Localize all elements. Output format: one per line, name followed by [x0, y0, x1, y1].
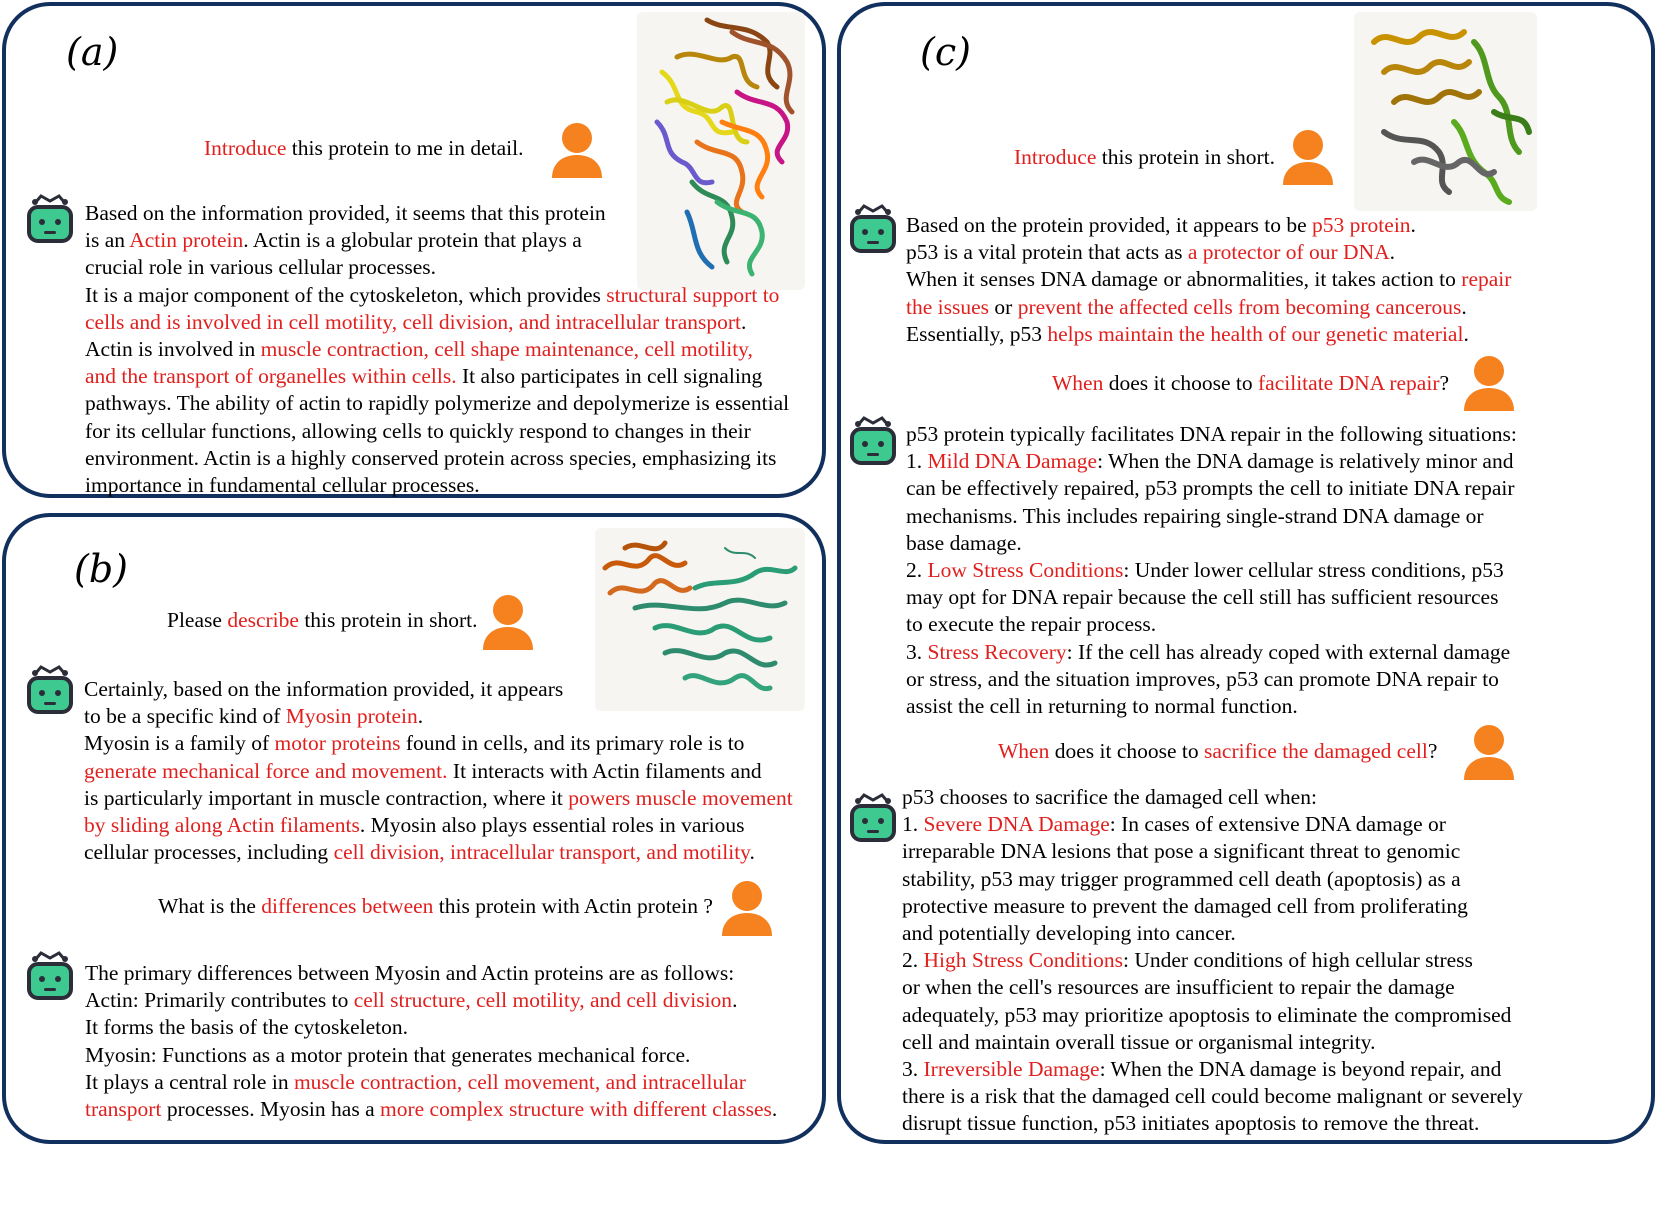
text-line — [906, 239, 1511, 266]
text-segment: or — [989, 294, 1018, 319]
text-segment: stability, p53 may trigger programmed cell death (apoptosis) as a — [902, 866, 1461, 891]
text-segment: Actin is involved in — [85, 337, 261, 362]
text-line — [906, 639, 1517, 666]
highlight-text: the issues — [906, 294, 990, 319]
text-segment: and potentially developing into cancer. — [902, 921, 1236, 946]
highlight-text: muscle contraction, cell movement, and intracellular — [293, 1069, 746, 1094]
text-segment: 2. — [902, 948, 924, 973]
highlight-text: sacrifice the damaged cell — [1204, 739, 1428, 763]
text-segment: : If the cell has already coped with external damage — [1066, 639, 1511, 664]
text-segment: 3. — [906, 639, 928, 664]
highlight-text: powers muscle movement — [568, 785, 793, 810]
panel-b-answer-2 — [85, 960, 777, 1123]
text-segment: there is a risk that the damaged cell could become malignant or severely — [902, 1084, 1523, 1109]
robot-icon — [848, 203, 898, 255]
text-line — [85, 309, 789, 336]
text-segment: 1. — [902, 812, 924, 837]
text-line — [906, 693, 1517, 720]
text-line — [85, 1069, 777, 1096]
highlight-text: describe — [227, 608, 299, 632]
text-segment: It plays a central role in — [85, 1069, 294, 1094]
highlight-text: more complex structure with different classes — [380, 1097, 772, 1122]
panel-b-label: (b) — [74, 547, 128, 591]
text-segment: this protein in short. — [1096, 145, 1275, 169]
text-segment: Based on the protein provided, it appears to be — [906, 213, 1313, 237]
panel-c-answer-2 — [906, 421, 1517, 720]
robot-icon — [848, 792, 898, 844]
user-icon — [1462, 724, 1516, 782]
text-line — [85, 1042, 777, 1069]
panel-a-label: (a) — [66, 30, 119, 74]
text-line — [902, 1083, 1523, 1110]
text-line — [85, 1096, 777, 1123]
text-segment: this protein with Actin protein ? — [433, 894, 713, 918]
protein-structure-image-c — [1354, 12, 1537, 211]
user-icon — [481, 594, 535, 652]
highlight-text: differences between — [261, 894, 434, 918]
highlight-text: helps maintain the health of our genetic material — [1047, 321, 1464, 346]
text-segment: to be a specific kind of — [84, 704, 286, 729]
highlight-text: muscle contraction, cell shape maintenance, cell motility, — [260, 337, 753, 362]
text-segment: It forms the basis of the cytoskeleton. — [85, 1015, 409, 1040]
text-line — [902, 974, 1523, 1001]
highlight-text: High Stress Conditions — [923, 948, 1123, 973]
text-segment: 3. — [902, 1057, 924, 1082]
text-line — [902, 784, 1523, 811]
panel-c-question-3 — [998, 738, 1437, 765]
text-segment: irreparable DNA lesions that pose a significant threat to genomic — [902, 839, 1461, 864]
text-segment: or stress, and the situation improves, p53 can promote DNA repair to — [906, 666, 1499, 691]
text-line — [906, 448, 1517, 475]
text-line — [906, 266, 1511, 293]
robot-icon — [25, 664, 75, 716]
robot-icon — [848, 415, 898, 467]
highlight-text: motor proteins — [274, 731, 401, 756]
highlight-text: and the transport of organelles within cells. — [85, 364, 457, 389]
text-line — [906, 666, 1517, 693]
text-line — [906, 503, 1517, 530]
text-segment: What is the — [158, 894, 262, 918]
text-line — [85, 987, 777, 1014]
text-segment: found in cells, and its primary role is to — [400, 731, 745, 756]
highlight-text: Mild DNA Damage — [927, 449, 1098, 474]
text-segment: Certainly, based on the information provided, it appears — [84, 677, 564, 701]
text-segment: mechanisms. This includes repairing single-strand DNA damage or — [906, 503, 1484, 528]
highlight-text: p53 protein — [1312, 213, 1411, 237]
text-segment: crucial role in various cellular processes. — [85, 255, 437, 280]
text-segment: It interacts with Actin filaments and — [447, 758, 762, 783]
text-line — [902, 1029, 1523, 1056]
highlight-text: When — [998, 739, 1050, 763]
panel-c-answer-3 — [902, 784, 1523, 1138]
highlight-text: Introduce — [1014, 145, 1097, 169]
text-segment: importance in fundamental cellular processes. — [85, 473, 480, 498]
text-line — [84, 758, 793, 785]
panel-b-answer-1 — [84, 676, 793, 866]
text-segment: does it choose to — [1103, 371, 1259, 395]
user-icon — [1281, 129, 1335, 187]
text-segment: can be effectively repaired, p53 prompts the cell to initiate DNA repair — [906, 476, 1515, 501]
highlight-text: generate mechanical force and movement. — [84, 758, 448, 783]
text-segment: to execute the repair process. — [906, 612, 1157, 637]
text-line — [84, 839, 793, 866]
text-line — [85, 418, 789, 445]
text-segment: does it choose to — [1049, 739, 1205, 763]
text-segment: 2. — [906, 558, 928, 583]
text-line — [906, 530, 1517, 557]
text-segment: . — [1463, 321, 1469, 346]
text-segment: : When the DNA damage is relatively minor and — [1097, 449, 1514, 474]
text-segment: . — [749, 840, 755, 865]
panel-a-question — [204, 135, 523, 162]
text-segment: p53 chooses to sacrifice the damaged cell when: — [902, 785, 1317, 809]
text-segment: for its cellular functions, allowing cells to quickly respond to changes in their — [85, 418, 751, 443]
highlight-text: Severe DNA Damage — [923, 812, 1110, 837]
highlight-text: When — [1052, 371, 1104, 395]
text-segment: ? — [1427, 739, 1438, 763]
text-line — [906, 212, 1511, 239]
text-line — [85, 254, 789, 281]
text-line — [902, 947, 1523, 974]
text-segment: Myosin is a family of — [84, 731, 275, 756]
user-icon — [550, 122, 604, 180]
text-line — [906, 584, 1517, 611]
text-segment: p53 protein typically facilitates DNA repair in the following situations: — [906, 422, 1517, 446]
text-segment: or when the cell's resources are insufficient to repair the damage — [902, 975, 1455, 1000]
text-segment: : Under conditions of high cellular stress — [1123, 948, 1473, 973]
text-segment: ? — [1439, 371, 1450, 395]
text-line — [902, 893, 1523, 920]
panel-b-question-2 — [158, 893, 713, 920]
text-segment: : When the DNA damage is beyond repair, and — [1099, 1057, 1502, 1082]
panel-b-question-1 — [167, 607, 478, 634]
text-line — [85, 1014, 777, 1041]
text-line — [84, 730, 793, 757]
highlight-text: Actin protein — [129, 228, 244, 253]
text-segment: : Under lower cellular stress conditions, p53 — [1123, 558, 1504, 583]
highlight-text: transport — [85, 1097, 162, 1122]
text-segment: . — [771, 1097, 778, 1122]
text-segment: It is a major component of the cytoskeleton, which provides — [85, 282, 607, 307]
text-segment: cell and maintain overall tissue or organismal integrity. — [902, 1029, 1376, 1054]
text-segment: : In cases of extensive DNA damage or — [1109, 812, 1446, 837]
text-segment: adequately, p53 may prioritize apoptosis to eliminate the compromised — [902, 1002, 1512, 1027]
text-line — [84, 676, 793, 703]
highlight-text: cells and is involved in cell motility, cell division, and intracellular transport — [85, 309, 741, 334]
text-segment: this protein in short. — [298, 608, 478, 632]
text-segment: . — [1389, 240, 1395, 265]
text-segment: environment. Actin is a highly conserved protein across species, emphasizing its — [85, 445, 777, 470]
text-line — [85, 282, 789, 309]
text-segment: . — [1461, 294, 1467, 319]
text-segment: Please — [167, 608, 228, 632]
highlight-text: by sliding along Actin filaments — [84, 813, 360, 838]
text-segment: pathways. The ability of actin to rapidly polymerize and depolymerize is essential — [85, 391, 790, 416]
text-line — [85, 390, 789, 417]
text-line — [85, 200, 789, 227]
highlight-text: cell structure, cell motility, and cell division — [353, 988, 733, 1013]
text-line — [902, 920, 1523, 947]
text-segment: this protein to me in detail. — [286, 136, 524, 160]
text-segment: is an — [85, 228, 130, 253]
highlight-text: Myosin protein — [285, 704, 418, 729]
text-line — [906, 321, 1511, 348]
text-line — [906, 421, 1517, 448]
text-segment: Actin: Primarily contributes to — [85, 988, 354, 1013]
robot-icon — [25, 193, 75, 245]
text-segment: 1. — [906, 449, 928, 474]
text-line — [85, 445, 789, 472]
text-line — [902, 1110, 1523, 1137]
text-line — [906, 557, 1517, 584]
text-segment: . — [732, 988, 738, 1013]
text-line — [906, 611, 1517, 638]
text-segment: cellular processes, including — [84, 840, 334, 865]
text-line — [902, 866, 1523, 893]
panel-c-question-1 — [1014, 144, 1275, 171]
text-line — [902, 838, 1523, 865]
text-segment: protective measure to prevent the damaged cell from proliferating — [902, 893, 1468, 918]
highlight-text: Stress Recovery — [927, 639, 1067, 664]
highlight-text: Low Stress Conditions — [927, 558, 1124, 583]
text-segment: disrupt tissue function, p53 initiates apoptosis to remove the threat. — [902, 1111, 1480, 1136]
text-segment: . Actin is a globular protein that plays a — [243, 228, 582, 253]
highlight-text: Introduce — [204, 136, 287, 160]
text-segment: The primary differences between Myosin and Actin proteins are as follows: — [85, 961, 735, 985]
text-line — [84, 703, 793, 730]
text-segment: base damage. — [906, 530, 1022, 555]
text-line — [902, 1002, 1523, 1029]
panel-c-question-2 — [1052, 370, 1449, 397]
text-segment: p53 is a vital protein that acts as — [906, 240, 1188, 265]
text-segment: It also participates in cell signaling — [456, 364, 763, 389]
text-segment: . — [741, 309, 747, 334]
text-segment: is particularly important in muscle contraction, where it — [84, 785, 569, 810]
text-segment: assist the cell in returning to normal function. — [906, 694, 1298, 719]
text-line — [84, 785, 793, 812]
highlight-text: structural support to — [606, 282, 780, 307]
robot-icon — [25, 950, 75, 1002]
highlight-text: facilitate DNA repair — [1258, 371, 1440, 395]
text-line — [85, 336, 789, 363]
text-line — [85, 363, 789, 390]
text-segment: processes. Myosin has a — [161, 1097, 380, 1122]
text-line — [84, 812, 793, 839]
highlight-text: prevent the affected cells from becoming cancerous — [1017, 294, 1462, 319]
text-line — [902, 811, 1523, 838]
user-icon — [720, 880, 774, 938]
highlight-text: a protector of our DNA — [1187, 240, 1390, 265]
text-segment: may opt for DNA repair because the cell still has sufficient resources — [906, 585, 1499, 610]
panel-c-answer-1 — [906, 212, 1511, 348]
text-line — [85, 960, 777, 987]
highlight-text: cell division, intracellular transport, and motility — [333, 840, 750, 865]
text-segment: . — [1410, 213, 1416, 237]
text-line — [906, 475, 1517, 502]
text-segment: . Myosin also plays essential roles in various — [359, 813, 745, 838]
text-segment: Myosin: Functions as a motor protein that generates mechanical force. — [85, 1042, 691, 1067]
text-line — [906, 294, 1511, 321]
text-segment: . — [417, 704, 424, 729]
highlight-text: Irreversible Damage — [923, 1057, 1100, 1082]
text-line — [85, 227, 789, 254]
panel-a-answer — [85, 200, 789, 499]
text-line — [85, 472, 789, 499]
highlight-text: repair — [1461, 267, 1512, 292]
user-icon — [1462, 355, 1516, 413]
panel-c-label: (c) — [920, 30, 971, 74]
text-segment: Based on the information provided, it seems that this protein — [85, 201, 606, 225]
text-segment: When it senses DNA damage or abnormalities, it takes action to — [906, 267, 1462, 292]
text-segment: Essentially, p53 — [906, 321, 1048, 346]
text-line — [902, 1056, 1523, 1083]
